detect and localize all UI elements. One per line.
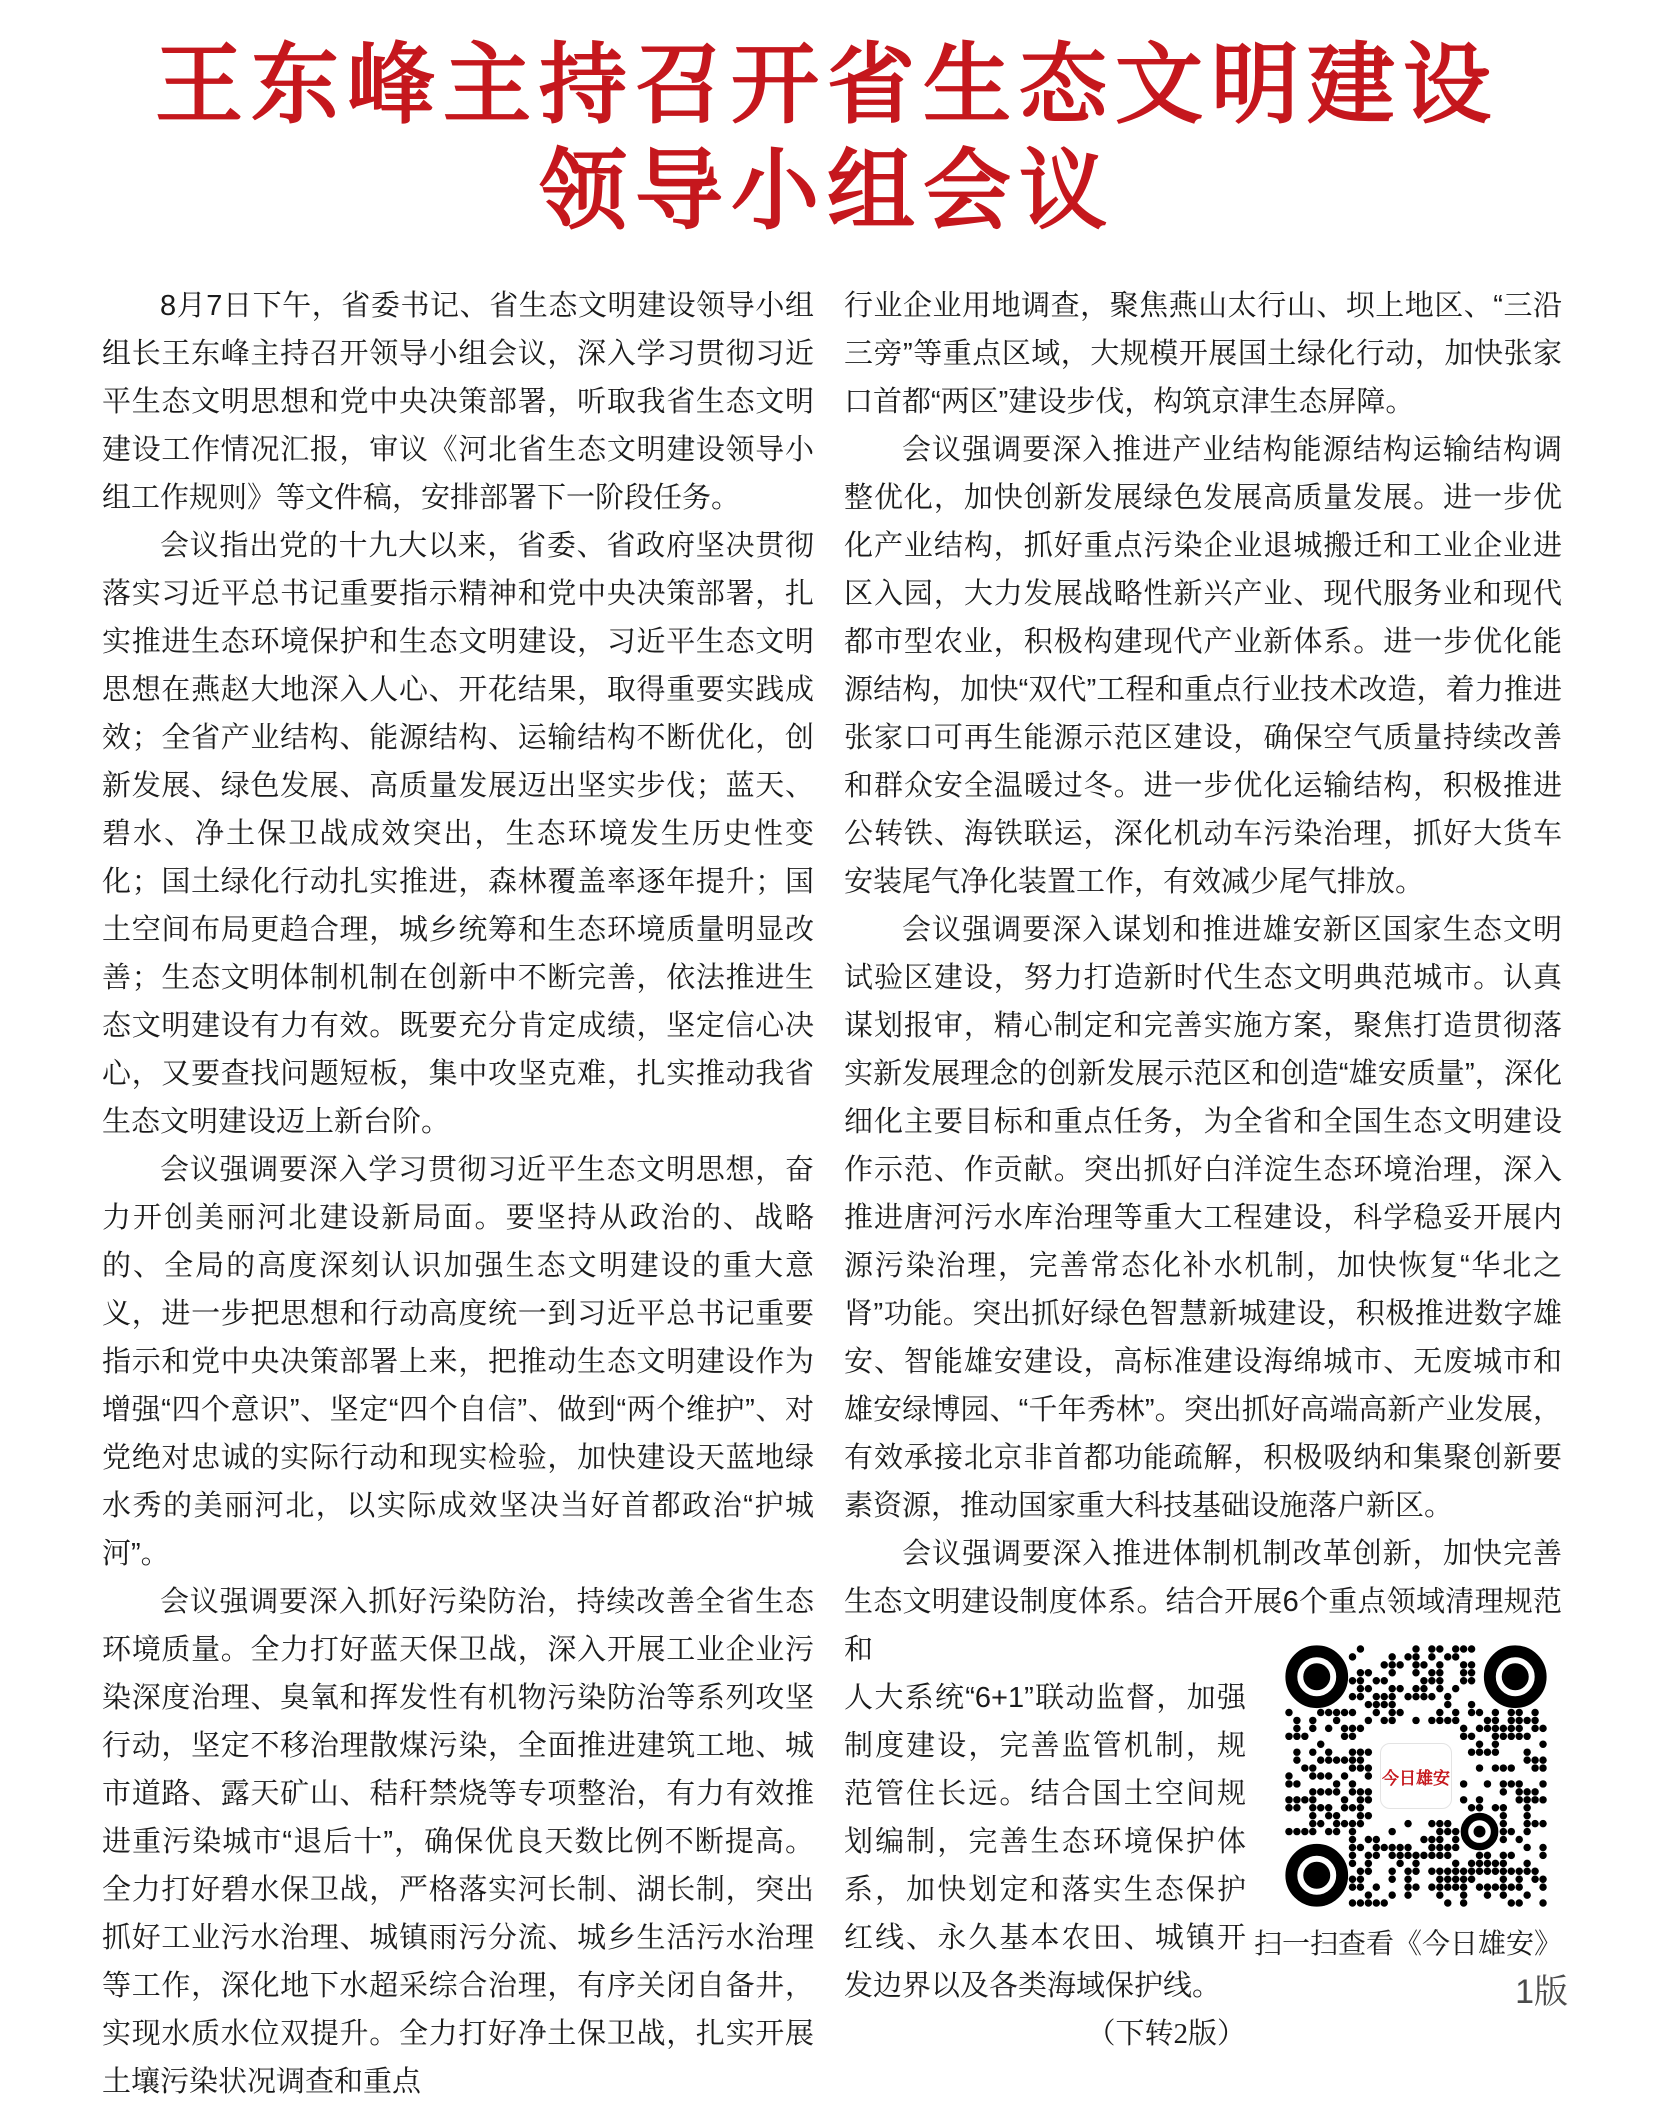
paragraph: 会议强调要深入学习贯彻习近平生态文明思想，奋力开创美丽河北建设新局面。要坚持从政治的、战略的、全局的高度深刻认识加强生态文明建设的重大意义，进一步把思想和行动高度统一到习近平总书记重要指示和党中央决策部署上来，把推动生态文明建设作为增强“四个意识”、坚定“四个自信”、做到“两个维护”、对党绝对忠诚的实际行动和现实检验，加快建设天蓝地绿水秀的美丽河北，以实际成效坚决当好首都政治“护城河”。 xyxy=(102,1154,814,1570)
left-column xyxy=(102,282,814,2106)
paragraph: 会议强调要深入抓好污染防治，持续改善全省生态环境质量。全力打好蓝天保卫战，深入开展工业企业污染深度治理、臭氧和挥发性有机物污染防治等系列攻坚行动，坚定不移治理散煤污染，全面推进建筑工地、城市道路、露天矿山、秸秆禁烧等专项整治，有力有效推进重污染城市“退后十”，确保优良天数比例不断提高。全力打好碧水保卫战，严格落实河长制、湖长制，突出抓好工业污水治理、城镇雨污分流、城乡生活污水治理等工作，深化地下水超采综合治理，有序关闭自备井，实现水质水位双提升。全力打好净土保卫战，扎实开展土壤污染状况调查和重点 xyxy=(102,1586,814,2098)
qr-code xyxy=(1285,1645,1547,1907)
closing-narrow-text: 人大系统“6+1”联动监督，加强制度建设，完善监管机制，规范管住长远。结合国土空间规划编制，完善生态环境保护体系，加快划定和落实生态保护红线、永久基本农田、城镇开发边界以及各类海域保护线。 xyxy=(844,1682,1246,2002)
article-headline xyxy=(0,34,1654,246)
headline-line-2: 领导小组会议 xyxy=(538,144,1115,241)
page-number: 1版 xyxy=(1515,1973,1568,2011)
paragraph: 会议强调要深入谋划和推进雄安新区国家生态文明试验区建设，努力打造新时代生态文明典范城市。认真谋划报审，精心制定和完善实施方案，聚焦打造贯彻落实新发展理念的创新发展示范区和创造“雄安质量”，深化细化主要目标和重点任务，为全省和全国生态文明建设作示范、作贡献。突出抓好白洋淀生态环境治理，深入推进唐河污水库治理等重大工程建设，科学稳妥开展内源污染治理，完善常态化补水机制，加快恢复“华北之肾”功能。突出抓好绿色智慧新城建设，积极推进数字雄安、智能雄安建设，高标准建设海绵城市、无废城市和雄安绿博园、“千年秀林”。突出抓好高端高新产业发展，有效承接北京非首都功能疏解，积极吸纳和集聚创新要素资源，推动国家重大科技基础设施落户新区。 xyxy=(844,914,1562,1522)
paragraph-dateline: 8月7日下午，省委书记、省生态文明建设领导小组组长王东峰主持召开领导小组会议，深入学习贯彻习近平生态文明思想和党中央决策部署，听取我省生态文明建设工作情况汇报，审议《河北省生态文明建设领导小组工作规则》等文件稿，安排部署下一阶段任务。 xyxy=(102,290,814,514)
paragraph-closing-narrow xyxy=(844,1674,1246,2050)
paragraph-closing-wide: 会议强调要深入推进体制机制改革创新，加快完善生态文明建设制度体系。结合开展6个重点领域清理规范和 xyxy=(844,1538,1562,1666)
paragraph-continuation: 行业企业用地调查，聚焦燕山太行山、坝上地区、“三沿三旁”等重点区域，大规模开展国土绿化行动，加快张家口首都“两区”建设步伐，构筑京津生态屏障。 xyxy=(844,290,1562,418)
headline-line-1: 王东峰主持召开省生态文明建设 xyxy=(154,38,1499,135)
paragraph: 会议指出党的十九大以来，省委、省政府坚决贯彻落实习近平总书记重要指示精神和党中央决策部署，扎实推进生态环境保护和生态文明建设，习近平生态文明思想在燕赵大地深入人心、开花结果，取得重要实践成效；全省产业结构、能源结构、运输结构不断优化，创新发展、绿色发展、高质量发展迈出坚实步伐；蓝天、碧水、净土保卫战成效突出，生态环境发生历史性变化；国土绿化行动扎实推进，森林覆盖率逐年提升；国土空间布局更趋合理，城乡统筹和生态环境质量明显改善；生态文明体制机制在创新中不断完善，依法推进生态文明建设有力有效。既要充分肯定成绩，坚定信心决心，又要查找问题短板，集中攻坚克难，扎实推动我省生态文明建设迈上新台阶。 xyxy=(102,530,814,1138)
paragraph: 会议强调要深入推进产业结构能源结构运输结构调整优化，加快创新发展绿色发展高质量发展。进一步优化产业结构，抓好重点污染企业退城搬迁和工业企业进区入园，大力发展战略性新兴产业、现代服务业和现代都市型农业，积极构建现代产业新体系。进一步优化能源结构，加快“双代”工程和重点行业技术改造，着力推进张家口可再生能源示范区建设，确保空气质量持续改善和群众安全温暖过冬。进一步优化运输结构，积极推进公转铁、海铁联运，深化机动车污染治理，抓好大货车安装尾气净化装置工作，有效减少尾气排放。 xyxy=(844,434,1562,898)
qr-center-label: 今日雄安 xyxy=(1380,1743,1452,1809)
qr-caption: 扫一扫查看《今日雄安》 xyxy=(1254,1928,1563,1959)
jump-to-page-note: （下转2版） xyxy=(1086,2018,1246,2050)
